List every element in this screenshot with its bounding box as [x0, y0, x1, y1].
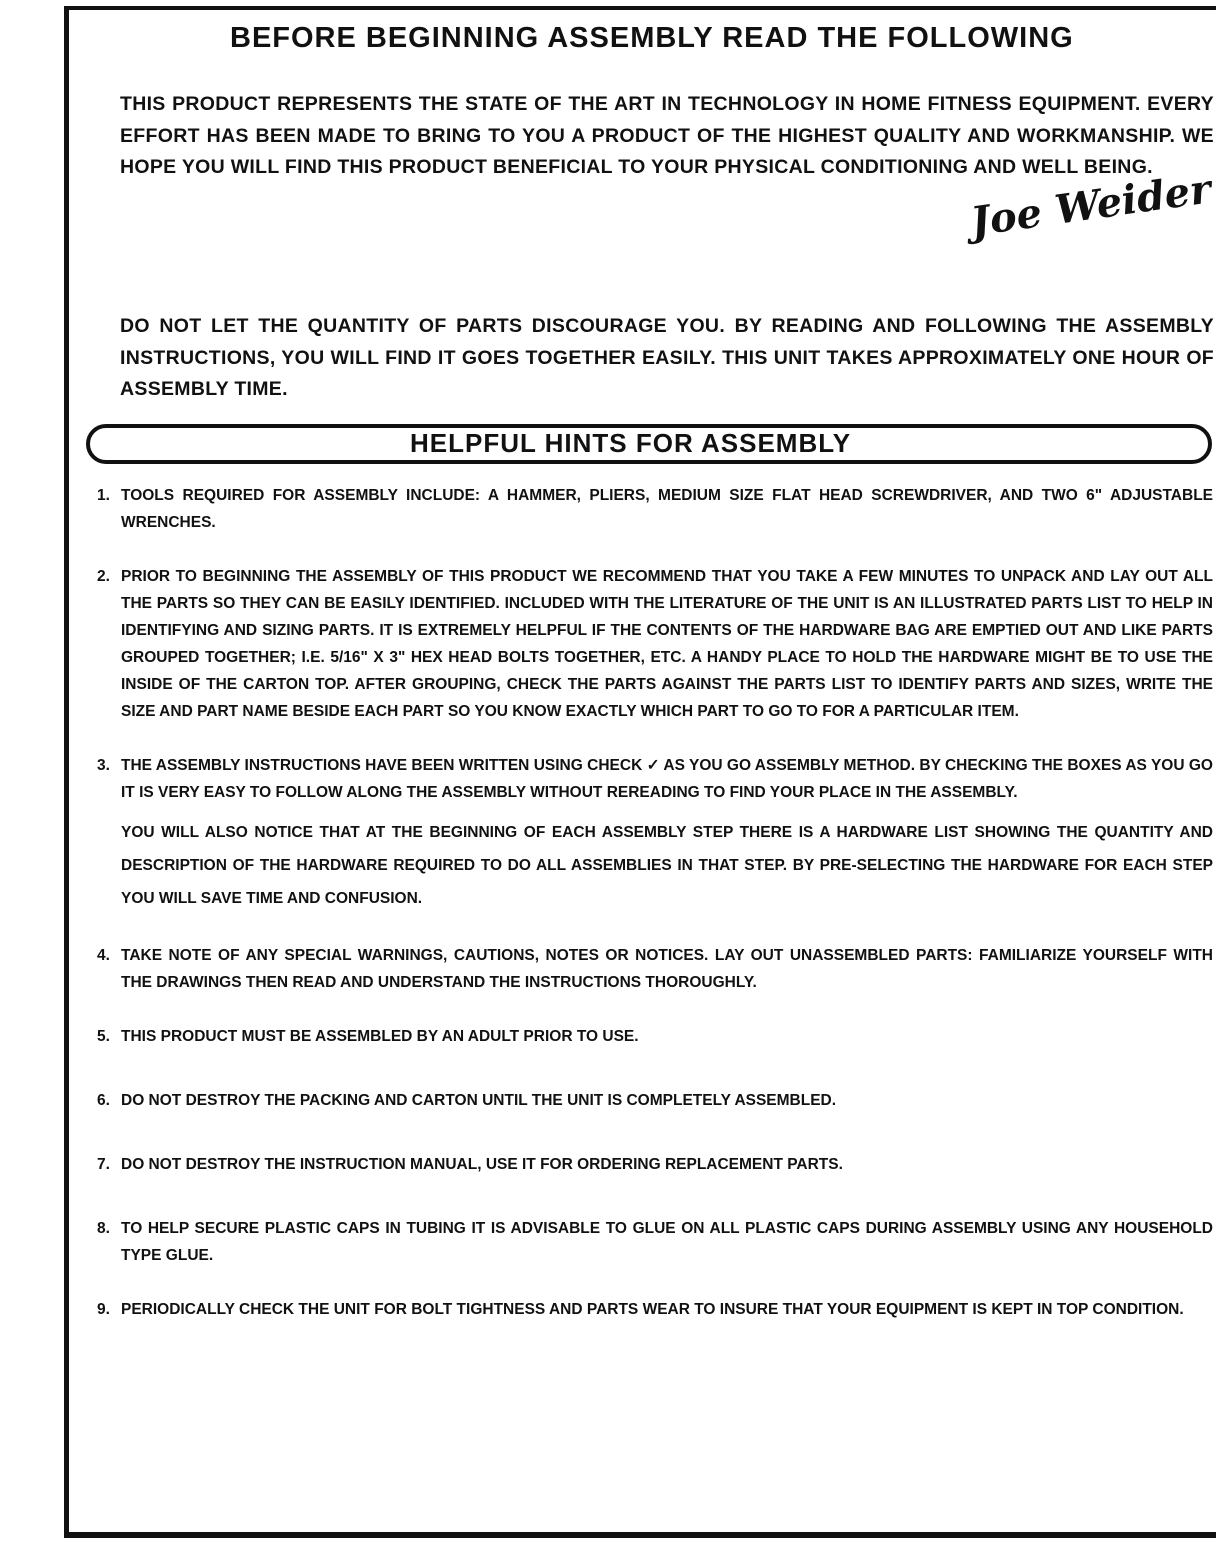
- hint-text-continued: YOU WILL ALSO NOTICE THAT AT THE BEGINNING OF EACH ASSEMBLY STEP THERE IS A HARDWARE LIST SHOWING THE QUANTITY AND DESCRIPTION OF THE HARDWARE REQUIRED TO DO ALL ASSEMBLIES IN THAT STEP. BY PRE-SELECTING THE HARDWARE FOR EACH STEP YOU WILL SAVE TIME AND CONFUSION.: [121, 824, 1213, 907]
- hint-number: 5.: [97, 1028, 110, 1045]
- hint-number: 7.: [97, 1156, 110, 1173]
- hint-item: [97, 563, 1213, 725]
- hint-text: PERIODICALLY CHECK THE UNIT FOR BOLT TIGHTNESS AND PARTS WEAR TO INSURE THAT YOUR EQUIPMENT IS KEPT IN TOP CONDITION.: [121, 1301, 1184, 1318]
- intro-paragraph-2: DO NOT LET THE QUANTITY OF PARTS DISCOURAGE YOU. BY READING AND FOLLOWING THE ASSEMBLY INSTRUCTIONS, YOU WILL FIND IT GOES TOGETHER EASILY. THIS UNIT TAKES APPROXIMATELY ONE HOUR OF ASSEMBLY TIME.: [120, 315, 1214, 400]
- hint-item: [97, 1151, 1213, 1178]
- hint-item: [97, 1087, 1213, 1114]
- hint-text: TOOLS REQUIRED FOR ASSEMBLY INCLUDE: A HAMMER, PLIERS, MEDIUM SIZE FLAT HEAD SCREWDRIVER, AND TWO 6" ADJUSTABLE WRENCHES.: [121, 487, 1213, 531]
- hint-number: 3.: [97, 757, 110, 774]
- hints-list: [97, 482, 1213, 1350]
- hint-item: [97, 1023, 1213, 1050]
- hint-number: 2.: [97, 568, 110, 585]
- hint-number: 9.: [97, 1301, 110, 1318]
- hint-text: DO NOT DESTROY THE INSTRUCTION MANUAL, USE IT FOR ORDERING REPLACEMENT PARTS.: [121, 1156, 843, 1173]
- hint-number: 8.: [97, 1220, 110, 1237]
- intro-paragraph-1: THIS PRODUCT REPRESENTS THE STATE OF THE ART IN TECHNOLOGY IN HOME FITNESS EQUIPMENT. EVERY EFFORT HAS BEEN MADE TO BRING TO YOU A PRODUCT OF THE HIGHEST QUALITY AND WORKMANSHIP. WE HOPE YOU WILL FIND THIS PRODUCT BENEFICIAL TO YOUR PHYSICAL CONDITIONING AND WELL BEING.: [120, 93, 1214, 178]
- signature: Joe Weider: [967, 165, 1214, 246]
- hint-text: THE ASSEMBLY INSTRUCTIONS HAVE BEEN WRITTEN USING CHECK ✓ AS YOU GO ASSEMBLY METHOD. BY CHECKING THE BOXES AS YOU GO IT IS VERY EASY TO FOLLOW ALONG THE ASSEMBLY WITHOUT REREADING TO FIND YOUR PLACE IN THE ASSEMBLY.: [121, 757, 1213, 801]
- hints-heading: HELPFUL HINTS FOR ASSEMBLY: [410, 428, 852, 458]
- hint-item: [97, 942, 1213, 996]
- hint-text: PRIOR TO BEGINNING THE ASSEMBLY OF THIS PRODUCT WE RECOMMEND THAT YOU TAKE A FEW MINUTES TO UNPACK AND LAY OUT ALL THE PARTS SO THEY CAN BE EASILY IDENTIFIED. INCLUDED WITH THE LITERATURE OF THE UNIT IS AN ILLUSTRATED PARTS LIST TO HELP IN IDENTIFYING AND SIZING PARTS. IT IS EXTREMELY HELPFUL IF THE CONTENTS OF THE HARDWARE BAG ARE EMPTIED OUT AND LIKE PARTS GROUPED TOGETHER; I.E. 5/16" X 3" HEX HEAD BOLTS TOGETHER, ETC. A HANDY PLACE TO HOLD THE HARDWARE MIGHT BE TO USE THE INSIDE OF THE CARTON TOP. AFTER GROUPING, CHECK THE PARTS AGAINST THE PARTS LIST TO IDENTIFY PARTS AND SIZES, WRITE THE SIZE AND PART NAME BESIDE EACH PART SO YOU KNOW EXACTLY WHICH PART TO GO TO FOR A PARTICULAR ITEM.: [121, 568, 1213, 720]
- hint-item: [97, 1296, 1213, 1323]
- hint-item: [97, 1215, 1213, 1269]
- hint-text: THIS PRODUCT MUST BE ASSEMBLED BY AN ADULT PRIOR TO USE.: [121, 1028, 639, 1045]
- hint-item: [97, 482, 1213, 536]
- hint-text: TO HELP SECURE PLASTIC CAPS IN TUBING IT IS ADVISABLE TO GLUE ON ALL PLASTIC CAPS DURING ASSEMBLY USING ANY HOUSEHOLD TYPE GLUE.: [121, 1220, 1213, 1264]
- hint-text: DO NOT DESTROY THE PACKING AND CARTON UNTIL THE UNIT IS COMPLETELY ASSEMBLED.: [121, 1092, 837, 1109]
- hint-number: 1.: [97, 487, 110, 504]
- page-title: BEFORE BEGINNING ASSEMBLY READ THE FOLLOWING: [230, 22, 1074, 54]
- hint-number: 6.: [97, 1092, 110, 1109]
- hint-item: [97, 752, 1213, 915]
- hint-text: TAKE NOTE OF ANY SPECIAL WARNINGS, CAUTIONS, NOTES OR NOTICES. LAY OUT UNASSEMBLED PARTS: FAMILIARIZE YOURSELF WITH THE DRAWINGS THEN READ AND UNDERSTAND THE INSTRUCTIONS THOROUGHLY.: [121, 947, 1213, 991]
- hint-number: 4.: [97, 947, 110, 964]
